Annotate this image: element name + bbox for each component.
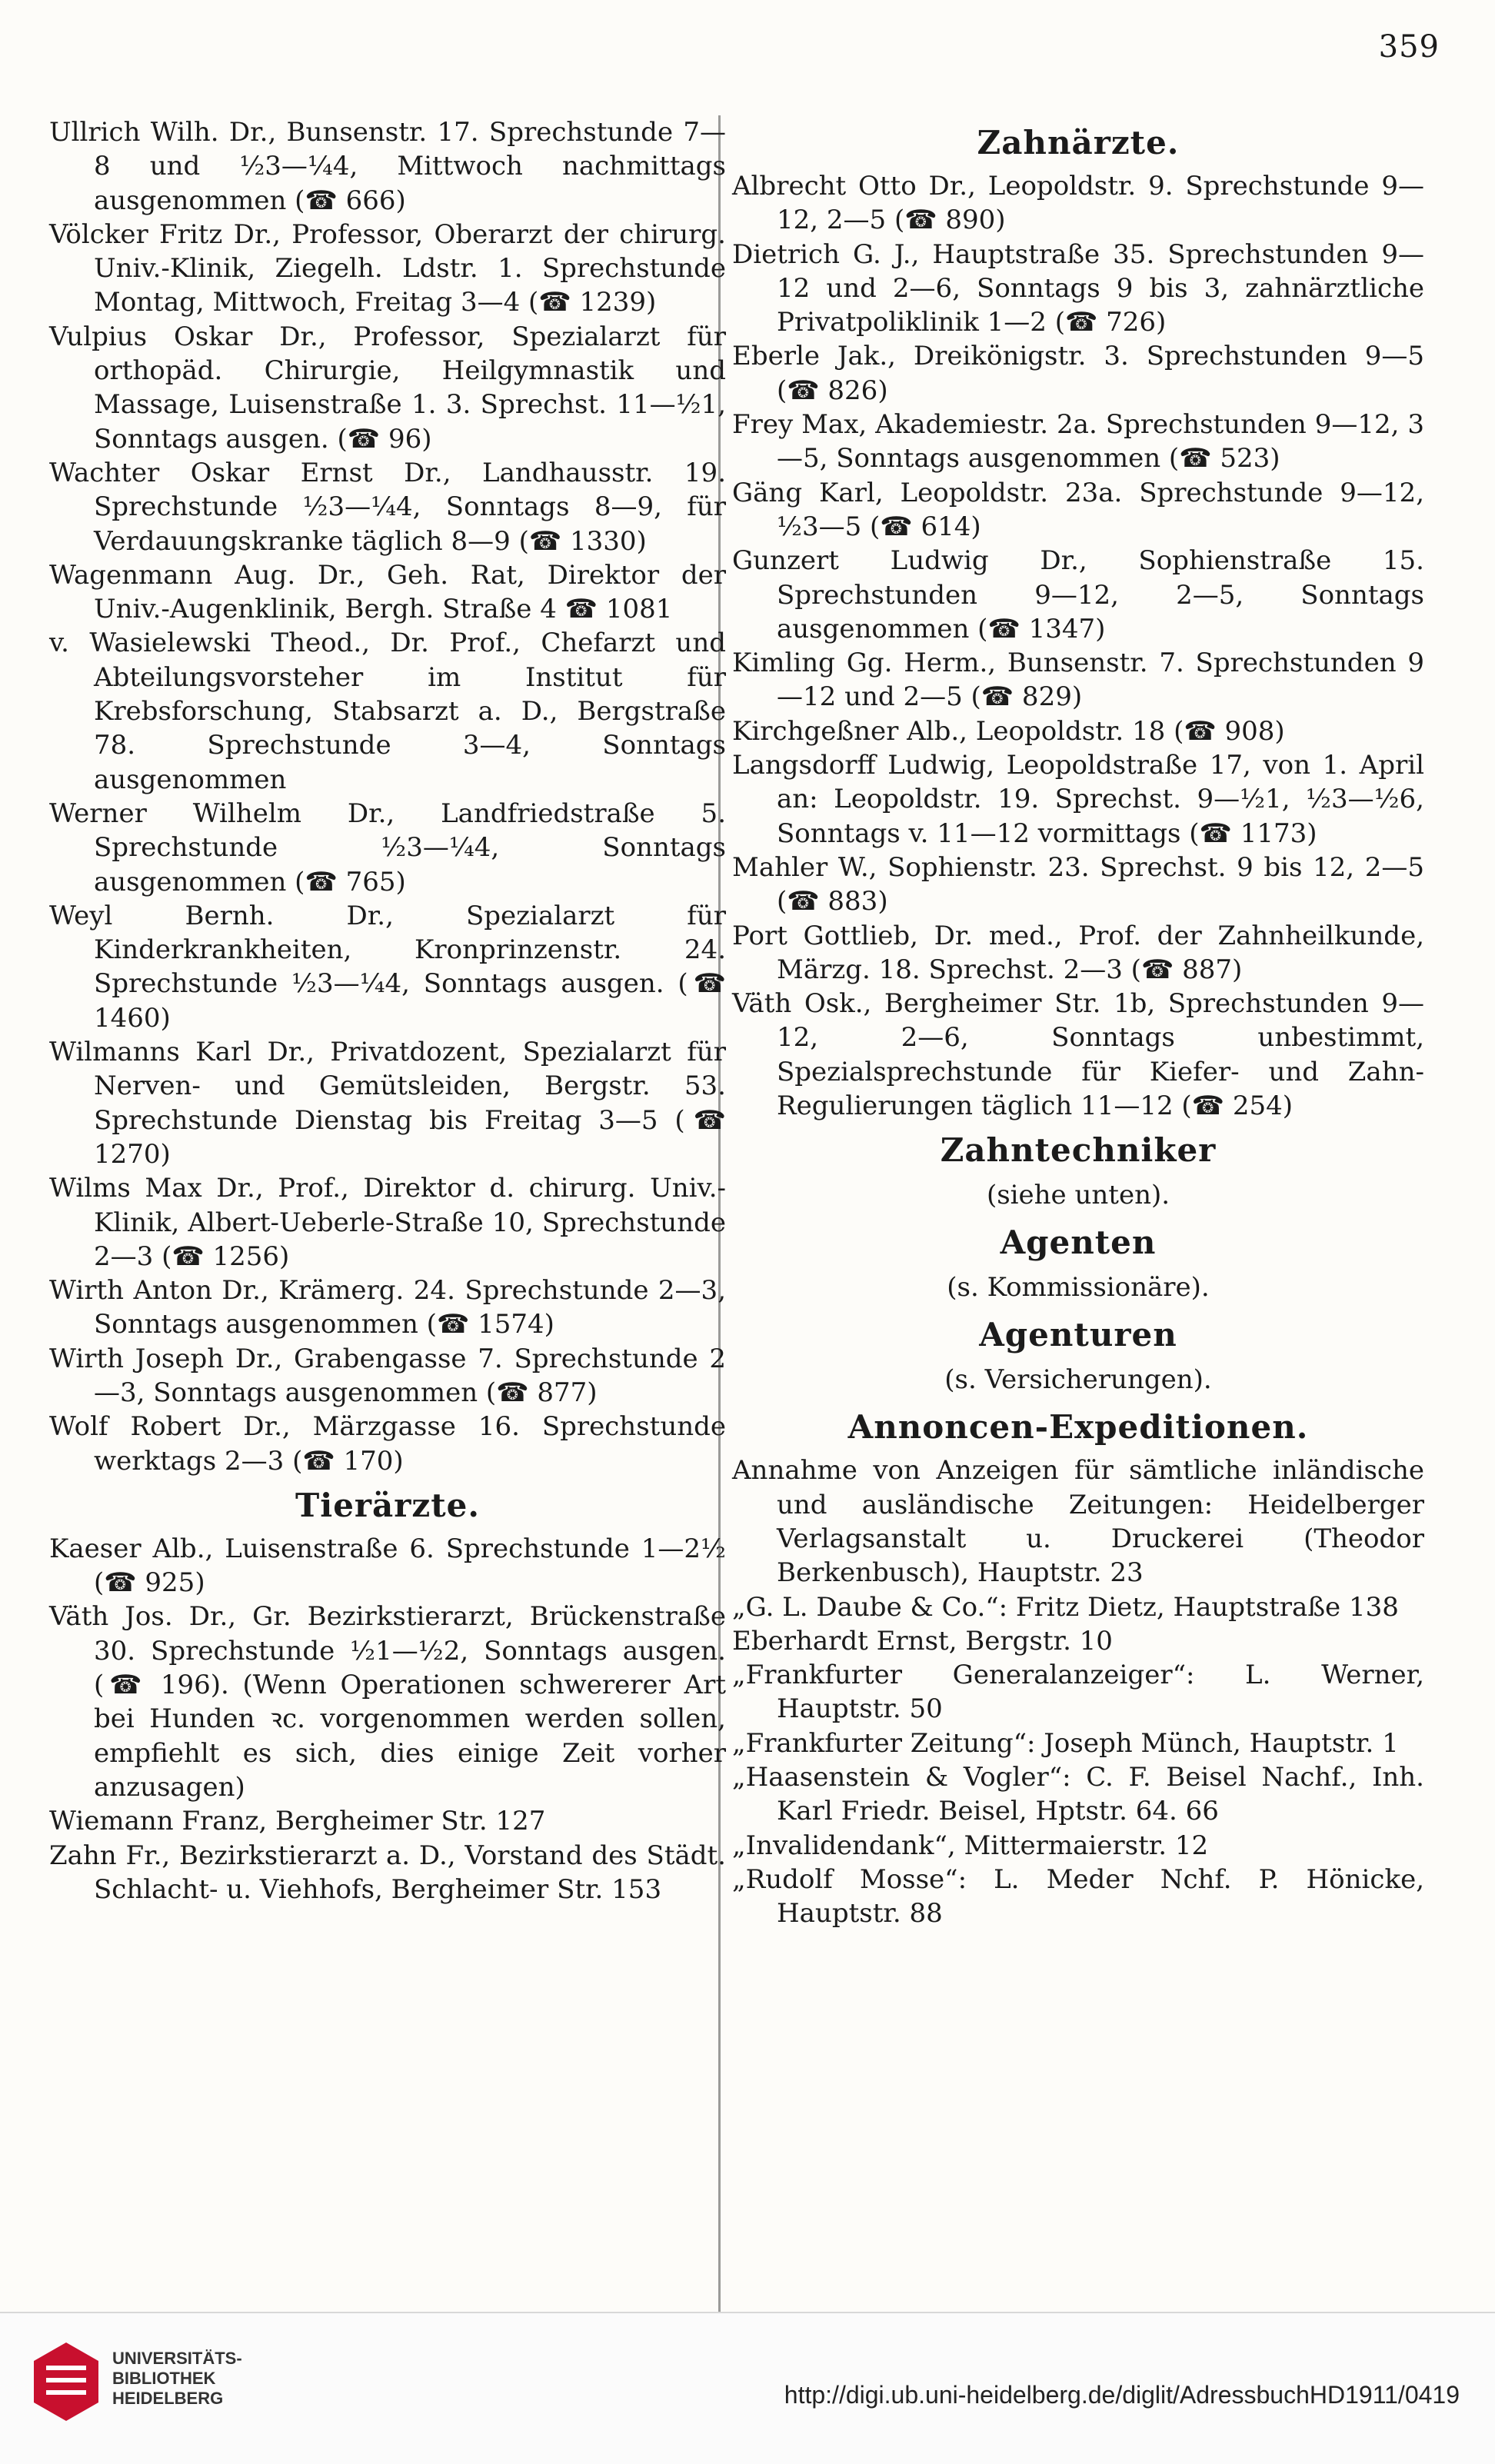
section-heading: Agenten [1000, 1224, 1157, 1262]
section-heading: Tierärzte. [295, 1486, 480, 1524]
section-heading: Zahntechniker [940, 1131, 1217, 1170]
directory-entry: Väth Jos. Dr., Gr. Bezirkstierarzt, Brückenstraße 30. Sprechstunde ½1—½2, Sonntags ausgen. (☎ 196). (Wenn Operationen schwererer Art bei Hunden ꝛc. vorgenommen werden sollen, empfiehlt es sich, dies einige Zeit vorher anzusagen) [49, 1601, 726, 1803]
directory-entry: Langsdorff Ludwig, Leopoldstraße 17, von 1. April an: Leopoldstr. 19. Sprechst. 9—½1, ½3—½6, Sonntags v. 11—12 vormittags (☎ 1173) [732, 750, 1424, 849]
directory-entry: Kirchgeßner Alb., Leopoldstr. 18 (☎ 908) [732, 715, 1285, 747]
footer-bar [0, 2312, 1495, 2464]
directory-entry: Wirth Joseph Dr., Grabengasse 7. Sprechstunde 2—3, Sonntags ausgenommen (☎ 877) [49, 1343, 726, 1408]
directory-entry: Weyl Bernh. Dr., Spezialarzt für Kinderkrankheiten, Kronprinzenstr. 24. Sprechstunde ½3—¼4, Sonntags ausgen. (☎ 1460) [49, 900, 726, 1034]
directory-entry: „Frankfurter Generalanzeiger“: L. Werner, Hauptstr. 50 [732, 1660, 1424, 1725]
directory-entry: „Rudolf Mosse“: L. Meder Nchf. P. Hönicke, Hauptstr. 88 [732, 1863, 1424, 1930]
directory-entry: Frey Max, Akademiestr. 2a. Sprechstunden 9—12, 3—5, Sonntags ausgenommen (☎ 523) [732, 409, 1424, 474]
left-column [49, 115, 726, 1906]
directory-entry: Wolf Robert Dr., Märzgasse 16. Sprechstunde werktags 2—3 (☎ 170) [49, 1411, 726, 1477]
directory-entry: Albrecht Otto Dr., Leopoldstr. 9. Sprechstunde 9—12, 2—5 (☎ 890) [732, 171, 1424, 236]
directory-entry: Werner Wilhelm Dr., Landfriedstraße 5. Sprechstunde ½3—¼4, Sonntags ausgenommen (☎ 765) [49, 797, 726, 897]
section-heading: Zahnärzte. [977, 124, 1180, 161]
directory-entry: Vulpius Oskar Dr., Professor, Spezialarzt für orthopäd. Chirurgie, Heilgymnastik und Massage, Luisenstraße 1. 3. Sprechst. 11—½1, Sonntags ausgen. (☎ 96) [49, 321, 726, 455]
section-heading: Agenturen [979, 1316, 1177, 1354]
directory-entry: Völcker Fritz Dr., Professor, Oberarzt der chirurg. Univ.-Klinik, Ziegelh. Ldstr. 1. Sprechstunde Montag, Mittwoch, Freitag 3—4 (☎ 1239) [49, 218, 726, 318]
directory-entry: Zahn Fr., Bezirkstierarzt a. D., Vorstand des Städt. Schlacht- u. Viehhofs, Bergheimer Str. 153 [49, 1840, 726, 1905]
directory-entry: „Haasenstein & Vogler“: C. F. Beisel Nachf., Inh. Karl Friedr. Beisel, Hptstr. 64. 66 [732, 1761, 1424, 1827]
directory-entry: Eberle Jak., Dreikönigstr. 3. Sprechstunden 9—5 (☎ 826) [732, 341, 1424, 406]
library-logo-icon [29, 2339, 103, 2424]
section-note: (s. Versicherungen). [944, 1364, 1212, 1396]
directory-entry: Kaeser Alb., Luisenstraße 6. Sprechstunde 1—2½ (☎ 925) [49, 1533, 726, 1599]
library-name-line-3: HEIDELBERG [112, 2389, 224, 2408]
source-url[interactable]: http://digi.ub.uni-heidelberg.de/diglit/AdressbuchHD1911/0419 [784, 2381, 1460, 2409]
section-note: (s. Kommissionäre). [947, 1272, 1210, 1304]
library-name-line-1: UNIVERSITÄTS- [112, 2349, 242, 2368]
directory-entry: Wilms Max Dr., Prof., Direktor d. chirurg. Univ.-Klinik, Albert-Ueberle-Straße 10, Sprechstunde 2—3 (☎ 1256) [49, 1173, 726, 1272]
directory-entry: Annahme von Anzeigen für sämtliche inländische und ausländische Zeitungen: Heidelberger Verlagsanstalt u. Druckerei (Theodor Berkenbusch), Hauptstr. 23 [732, 1455, 1424, 1589]
directory-entry: „G. L. Daube & Co.“: Fritz Dietz, Hauptstraße 138 [732, 1591, 1399, 1623]
page-number: 359 [1378, 29, 1440, 65]
directory-entry: Gäng Karl, Leopoldstr. 23a. Sprechstunde 9—12, ½3—5 (☎ 614) [732, 477, 1424, 542]
directory-entry: Port Gottlieb, Dr. med., Prof. der Zahnheilkunde, Märzg. 18. Sprechst. 2—3 (☎ 887) [732, 920, 1424, 985]
directory-entry: Wiemann Franz, Bergheimer Str. 127 [49, 1806, 546, 1837]
directory-entry: Wirth Anton Dr., Krämerg. 24. Sprechstunde 2—3, Sonntags ausgenommen (☎ 1574) [49, 1275, 726, 1340]
directory-entry: Ullrich Wilh. Dr., Bunsenstr. 17. Sprechstunde 7—8 und ½3—¼4, Mittwoch nachmittags ausgenommen (☎ 666) [49, 117, 726, 216]
directory-entry: v. Wasielewski Theod., Dr. Prof., Chefarzt und Abteilungsvorsteher im Institut für Krebsforschung, Stabsarzt a. D., Bergstraße 78. Sprechstunde 3—4, Sonntags ausgenommen [49, 628, 726, 795]
directory-entry: Mahler W., Sophienstr. 23. Sprechst. 9 bis 12, 2—5 (☎ 883) [732, 851, 1424, 917]
directory-entry: Kimling Gg. Herm., Bunsenstr. 7. Sprechstunden 9—12 und 2—5 (☎ 829) [732, 648, 1424, 713]
directory-entry: Wilmanns Karl Dr., Privatdozent, Spezialarzt für Nerven- und Gemütsleiden, Bergstr. 53. Sprechstunde Dienstag bis Freitag 3—5 (☎ 1270) [49, 1037, 726, 1170]
library-name [112, 2349, 242, 2409]
directory-entry: Gunzert Ludwig Dr., Sophienstraße 15. Sprechstunden 9—12, 2—5, Sonntags ausgenommen (☎ 1347) [732, 545, 1424, 644]
section-heading: Annoncen-Expeditionen. [847, 1408, 1309, 1447]
directory-entry: Wagenmann Aug. Dr., Geh. Rat, Direktor der Univ.-Augenklinik, Bergh. Straße 4 ☎ 1081 [49, 559, 726, 625]
directory-entry: Eberhardt Ernst, Bergstr. 10 [732, 1625, 1113, 1657]
directory-entry: „Frankfurter Zeitung“: Joseph Münch, Hauptstr. 1 [732, 1727, 1399, 1759]
library-name-line-2: BIBLIOTHEK [112, 2369, 216, 2388]
section-note: (siehe unten). [986, 1180, 1170, 1211]
directory-entry: Väth Osk., Bergheimer Str. 1b, Sprechstunden 9—12, 2—6, Sonntags unbestimmt, Spezialsprechstunde für Kiefer- und Zahn-Regulierungen täglich 11—12 (☎ 254) [732, 988, 1424, 1122]
directory-entry: Wachter Oskar Ernst Dr., Landhausstr. 19. Sprechstunde ½3—¼4, Sonntags 8—9, für Verdauungskranke täglich 8—9 (☎ 1330) [49, 457, 726, 557]
right-column [732, 115, 1424, 1930]
directory-entry: Dietrich G. J., Hauptstraße 35. Sprechstunden 9—12 und 2—6, Sonntags 9 bis 3, zahnärztliche Privatpoliklinik 1—2 (☎ 726) [732, 238, 1424, 338]
directory-entry: „Invalidendank“, Mittermaierstr. 12 [732, 1830, 1209, 1861]
